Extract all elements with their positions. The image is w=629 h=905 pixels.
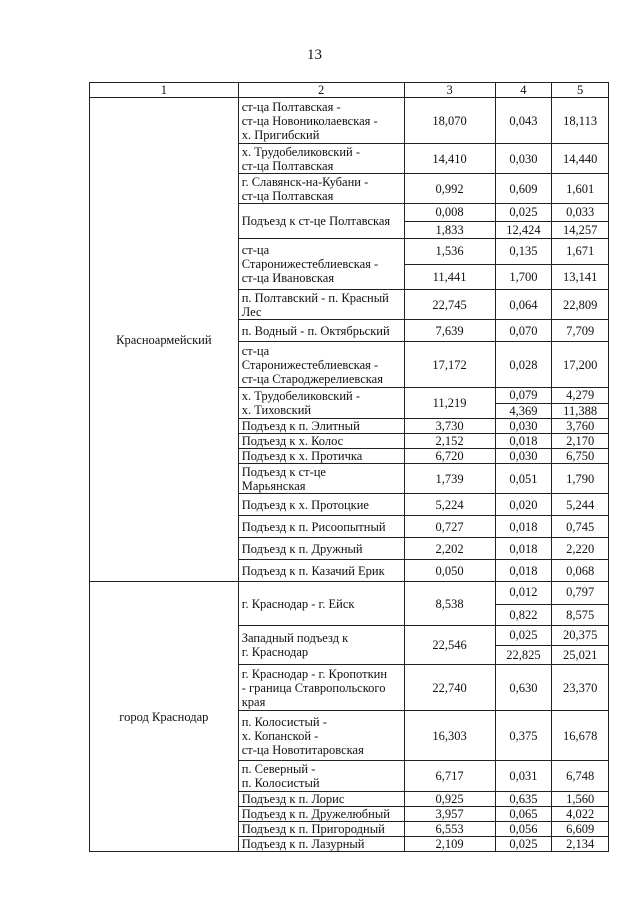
c4-cell: 0,375 — [495, 711, 552, 761]
c5-cell: 16,678 — [552, 711, 609, 761]
c4-cell: 0,028 — [495, 342, 552, 388]
c5-cell: 2,220 — [552, 538, 609, 560]
c3-cell: 8,538 — [404, 582, 495, 626]
c4-cell: 0,018 — [495, 516, 552, 538]
c4-subvalue: 4,369 — [496, 403, 552, 418]
c5-cell: 5,244 — [552, 494, 609, 516]
c5-cell — [552, 582, 609, 626]
c5-subvalue: 14,257 — [552, 221, 608, 238]
c3-cell: 6,717 — [404, 761, 495, 792]
column-header: 5 — [552, 83, 609, 98]
c4-cell: 0,030 — [495, 144, 552, 174]
c4-cell: 0,018 — [495, 538, 552, 560]
road-name-cell: г. Краснодар - г. Кропоткин - граница Ставропольского края — [238, 665, 404, 711]
c4-cell — [495, 582, 552, 626]
c5-cell: 14,440 — [552, 144, 609, 174]
road-name-cell: ст-ца Старонижестеблиевская - ст-ца Ивановская — [238, 239, 404, 290]
c3-subvalue: 0,008 — [435, 205, 464, 219]
c5-cell: 22,809 — [552, 290, 609, 320]
road-name-cell: Подъезд к п. Рисоопытный — [238, 516, 404, 538]
c3-cell: 3,730 — [404, 419, 495, 434]
road-name-cell: Подъезд к п. Пригородный — [238, 822, 404, 837]
road-name-cell: ст-ца Старонижестеблиевская - ст-ца Староджерелиевская — [238, 342, 404, 388]
c5-cell — [552, 388, 609, 419]
page-number: 13 — [307, 47, 322, 63]
road-name-cell: г. Славянск-на-Кубани - ст-ца Полтавская — [238, 174, 404, 204]
c4-subvalue: 0,135 — [509, 244, 538, 258]
table-header-row — [90, 83, 609, 98]
c3-cell: 11,219 — [404, 388, 495, 419]
c4-subvalue: 0,079 — [509, 388, 538, 402]
c5-subvalue: 1,671 — [566, 244, 595, 258]
c4-subvalue: 0,025 — [509, 205, 538, 219]
c4-cell: 0,635 — [495, 792, 552, 807]
c3-subvalue: 11,441 — [405, 264, 495, 289]
c4-cell: 0,065 — [495, 807, 552, 822]
column-header: 2 — [238, 83, 404, 98]
c3-cell: 16,303 — [404, 711, 495, 761]
road-name-cell: Подъезд к п. Элитный — [238, 419, 404, 434]
c5-cell: 6,609 — [552, 822, 609, 837]
c5-cell — [552, 626, 609, 665]
table-row — [90, 582, 609, 626]
c3-cell: 6,720 — [404, 449, 495, 464]
c5-cell: 23,370 — [552, 665, 609, 711]
road-name-cell: Подъезд к п. Дружелюбный — [238, 807, 404, 822]
road-name-cell: п. Водный - п. Октябрьский — [238, 320, 404, 342]
c4-cell — [495, 388, 552, 419]
c5-subvalue: 13,141 — [552, 264, 608, 289]
c5-subvalue: 20,375 — [562, 628, 598, 642]
c4-subvalue: 22,825 — [496, 645, 552, 664]
c4-cell: 0,031 — [495, 761, 552, 792]
c5-subvalue: 0,033 — [566, 205, 595, 219]
c3-cell: 1,739 — [404, 464, 495, 494]
c5-cell: 0,068 — [552, 560, 609, 582]
column-header: 1 — [90, 83, 239, 98]
c5-cell: 1,560 — [552, 792, 609, 807]
c5-cell: 3,760 — [552, 419, 609, 434]
c4-cell: 0,020 — [495, 494, 552, 516]
c3-cell: 0,925 — [404, 792, 495, 807]
column-header: 3 — [404, 83, 495, 98]
road-name-cell: п. Северный - п. Колосистый — [238, 761, 404, 792]
c4-cell: 0,030 — [495, 449, 552, 464]
road-name-cell: Западный подъезд к г. Краснодар — [238, 626, 404, 665]
c4-cell: 0,609 — [495, 174, 552, 204]
c5-cell: 2,170 — [552, 434, 609, 449]
c5-cell: 1,790 — [552, 464, 609, 494]
road-name-cell: Подъезд к х. Протоцкие — [238, 494, 404, 516]
c5-cell — [552, 204, 609, 239]
c5-subvalue: 4,279 — [566, 388, 595, 402]
road-name-cell: Подъезд к п. Лорис — [238, 792, 404, 807]
c4-subvalue: 12,424 — [496, 221, 552, 238]
c5-cell: 18,113 — [552, 98, 609, 144]
c5-cell: 0,745 — [552, 516, 609, 538]
c3-cell: 5,224 — [404, 494, 495, 516]
c3-cell: 2,152 — [404, 434, 495, 449]
c3-cell — [404, 239, 495, 290]
c5-cell: 4,022 — [552, 807, 609, 822]
roads-table — [89, 82, 609, 852]
c4-cell: 0,025 — [495, 837, 552, 852]
road-name-cell: х. Трудобеликовский - х. Тиховский — [238, 388, 404, 419]
c3-cell: 7,639 — [404, 320, 495, 342]
c5-cell: 6,750 — [552, 449, 609, 464]
c3-cell: 3,957 — [404, 807, 495, 822]
road-name-cell: ст-ца Полтавская - ст-ца Новониколаевская - х. Пригибский — [238, 98, 404, 144]
c3-cell: 0,727 — [404, 516, 495, 538]
c3-cell: 14,410 — [404, 144, 495, 174]
road-name-cell: Подъезд к ст-це Марьянская — [238, 464, 404, 494]
c5-subvalue: 11,388 — [552, 403, 608, 418]
road-name-cell: Подъезд к х. Протичка — [238, 449, 404, 464]
road-name-cell: Подъезд к п. Дружный — [238, 538, 404, 560]
c4-cell: 0,051 — [495, 464, 552, 494]
road-name-cell: х. Трудобеликовский - ст-ца Полтавская — [238, 144, 404, 174]
c4-cell: 0,018 — [495, 560, 552, 582]
c3-subvalue: 1,536 — [435, 244, 464, 258]
column-header: 4 — [495, 83, 552, 98]
c3-cell: 22,546 — [404, 626, 495, 665]
c5-subvalue: 8,575 — [552, 604, 608, 626]
road-name-cell: Подъезд к п. Лазурный — [238, 837, 404, 852]
c3-cell: 18,070 — [404, 98, 495, 144]
c5-cell: 6,748 — [552, 761, 609, 792]
c4-subvalue: 1,700 — [496, 264, 552, 289]
c4-cell: 0,056 — [495, 822, 552, 837]
road-name-cell: г. Краснодар - г. Ейск — [238, 582, 404, 626]
c3-cell: 22,740 — [404, 665, 495, 711]
district-cell: город Краснодар — [90, 582, 239, 852]
c4-cell: 0,030 — [495, 419, 552, 434]
c4-cell — [495, 626, 552, 665]
c3-cell: 0,050 — [404, 560, 495, 582]
c5-cell: 1,601 — [552, 174, 609, 204]
c3-subvalue: 1,833 — [405, 221, 495, 238]
c5-cell: 2,134 — [552, 837, 609, 852]
road-name-cell: Подъезд к х. Колос — [238, 434, 404, 449]
road-name-cell: п. Полтавский - п. Красный Лес — [238, 290, 404, 320]
road-name-cell: п. Колосистый - х. Копанской - ст-ца Новотитаровская — [238, 711, 404, 761]
c4-cell — [495, 204, 552, 239]
c4-cell: 0,064 — [495, 290, 552, 320]
c4-cell: 0,070 — [495, 320, 552, 342]
c5-cell: 17,200 — [552, 342, 609, 388]
c4-subvalue: 0,012 — [509, 585, 538, 599]
c4-cell: 0,018 — [495, 434, 552, 449]
road-name-cell: Подъезд к ст-це Полтавская — [238, 204, 404, 239]
c4-subvalue: 0,822 — [496, 604, 552, 626]
table-row — [90, 98, 609, 144]
c3-cell: 22,745 — [404, 290, 495, 320]
c4-cell: 0,043 — [495, 98, 552, 144]
c3-cell: 2,202 — [404, 538, 495, 560]
district-cell: Красноармейский — [90, 98, 239, 582]
c4-cell: 0,630 — [495, 665, 552, 711]
c5-cell — [552, 239, 609, 290]
c3-cell: 2,109 — [404, 837, 495, 852]
c5-subvalue: 25,021 — [552, 645, 608, 664]
c5-subvalue: 0,797 — [566, 585, 595, 599]
c4-cell — [495, 239, 552, 290]
c4-subvalue: 0,025 — [509, 628, 538, 642]
c3-cell: 17,172 — [404, 342, 495, 388]
c5-cell: 7,709 — [552, 320, 609, 342]
c3-cell: 6,553 — [404, 822, 495, 837]
road-name-cell: Подъезд к п. Казачий Ерик — [238, 560, 404, 582]
c3-cell — [404, 204, 495, 239]
c3-cell: 0,992 — [404, 174, 495, 204]
